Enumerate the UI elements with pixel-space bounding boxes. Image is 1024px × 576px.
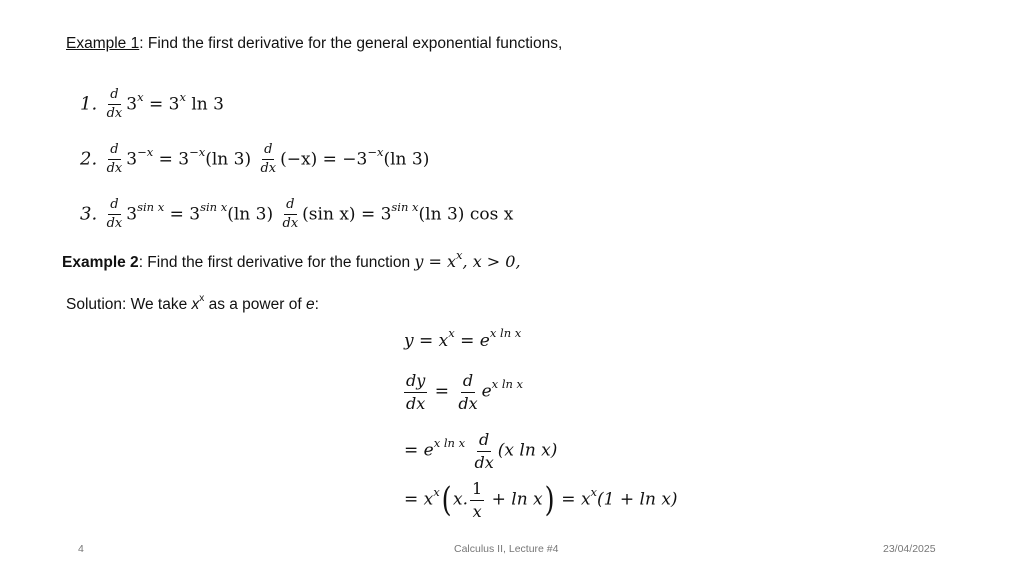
example2-math: $y = x^x$, x > 0, [414,247,521,271]
list-number: 1. [80,93,98,115]
derivation-line-3: = $e^{x ln x}$ $\frac{d}{dx}$ (x ln x) [404,430,558,472]
derivative-operator: $\frac{d}{dx}$ [106,142,123,177]
derivation-line-2: $\frac{dy}{dx}$ = $\frac{d}{dx}$ $e^{x ln x}$ [406,371,524,413]
derivative-dy-dx: $\frac{dy}{dx}$ [406,371,426,413]
derivative-operator: $\frac{d}{dx}$ [106,87,123,122]
footer-page-number: 4 [78,543,84,555]
example1-heading [66,35,562,53]
example1-text: : Find the first derivative for the general exponential functions, [139,35,563,52]
example2-heading [62,247,521,272]
derivative-operator: $\frac{d}{dx}$ [106,197,123,232]
derivative-operator: $\frac{d}{dx}$ [474,430,494,472]
list-number: 3. [80,203,98,225]
fraction-one-over-x: $\frac{1}{x}$ [472,479,483,521]
solution-line: Solution: We take $x^x$ as a power of e: [66,292,319,313]
example1-item-1: 1. $\frac{d}{dx}$ $3^x = 3^x$ ln 3 [80,87,224,122]
example2-text: : Find the first derivative for the function [138,254,415,271]
example1-item-3: 3. $\frac{d}{dx}$ $3^{sin x} = 3^{sin x}(\ln$ 3) $\frac{d}{dx}$ (sin $x) = 3^{sin x}(\ln$ 3) cos x [80,197,514,232]
derivative-operator: $\frac{d}{dx}$ [260,142,277,177]
derivation-line-1: $y = x^x = e^{x ln x}$ [404,326,522,351]
derivative-operator: $\frac{d}{dx}$ [282,197,299,232]
footer-date: 23/04/2025 [883,543,936,555]
derivation-line-4: = $x^x(x$. $\frac{1}{x}$ + $\ln x) = x^x(1 + \ln x)$ [404,479,678,521]
example1-label: Example 1 [66,35,140,52]
example1-item-2: 2. $\frac{d}{dx}$ $3^{-x} = 3^{-x}(\ln$ 3) $\frac{d}{dx}$ $(-x) = -3^{-x}(\ln$ 3) [80,142,430,177]
derivative-operator: $\frac{d}{dx}$ [458,371,478,413]
example2-label: Example 2 [62,254,139,271]
footer-title: Calculus II, Lecture #4 [454,543,559,555]
list-number: 2. [80,148,98,170]
